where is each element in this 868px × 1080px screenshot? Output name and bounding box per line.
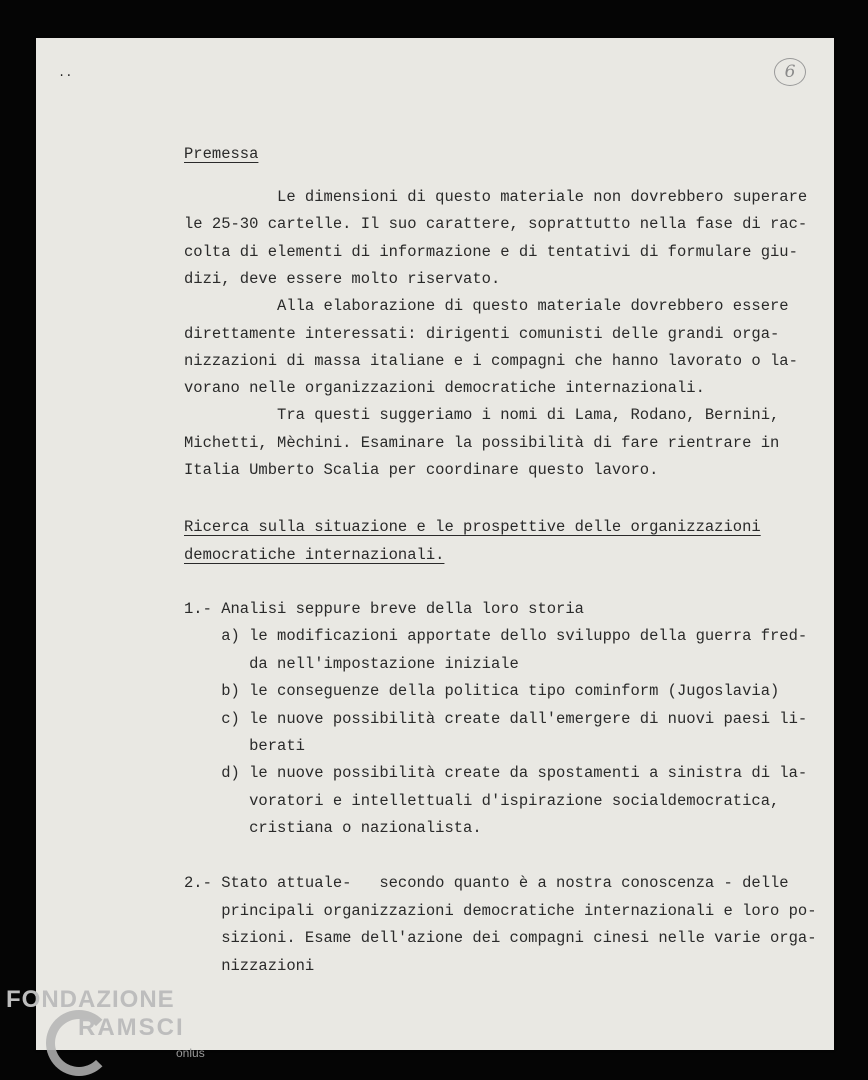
text-line: Tra questi suggeriamo i nomi di Lama, Rodano, Bernini, <box>184 406 780 425</box>
text-line: principali organizzazioni democratiche internazionali e loro po- <box>184 901 817 920</box>
fondazione-gramsci-watermark <box>6 986 256 1076</box>
text-line: Italia Umberto Scalia per coordinare questo lavoro. <box>184 461 659 479</box>
text-line: Michetti, Mèchini. Esaminare la possibilità di fare rientrare in <box>184 433 780 452</box>
text-line: c) le nuove possibilità create dall'emergere di nuovi paesi li- <box>184 709 808 728</box>
text-line: vorano nelle organizzazioni democratiche internazionali. <box>184 379 705 398</box>
watermark-line-2: RAMSCI <box>78 1014 185 1041</box>
text-line: nizzazioni <box>184 956 315 975</box>
text-line: sizioni. Esame dell'azione dei compagni cinesi nelle varie orga- <box>184 929 817 947</box>
text-line: dizi, deve essere molto riservato. <box>184 269 501 288</box>
pen-marks: .. <box>58 66 73 80</box>
watermark-line-1: FONDAZIONE <box>6 986 175 1013</box>
text-line: a) le modificazioni apportate dello sviluppo della guerra fred- <box>184 627 808 646</box>
text-line: 2.- Stato attuale- secondo quanto è a nostra conoscenza - delle <box>184 874 789 892</box>
premessa-heading <box>184 143 259 179</box>
page-title: Premessa <box>184 145 259 163</box>
text-line: cristiana o nazionalista. <box>184 819 482 838</box>
text-line: democratiche internazionali. <box>184 546 445 564</box>
text-line: b) le conseguenze della politica tipo cominform (Jugoslavia) <box>184 682 780 701</box>
text-line: d) le nuove possibilità create da spostamenti a sinistra di la- <box>184 764 808 783</box>
text-line: Alla elaborazione di questo materiale dovrebbero essere <box>184 297 789 316</box>
page-number: 6 <box>774 58 806 86</box>
text-line: voratori e intellettuali d'ispirazione socialdemocratica, <box>184 791 780 810</box>
text-line: Le dimensioni di questo materiale non dovrebbero superare <box>184 188 808 206</box>
text-line: 1.- Analisi seppure breve della loro storia <box>184 600 584 618</box>
text-line: le 25-30 cartelle. Il suo carattere, soprattutto nella fase di rac- <box>184 215 808 234</box>
text-line: direttamente interessati: dirigenti comunisti delle grandi orga- <box>184 324 780 343</box>
text-line: berati <box>184 737 305 755</box>
text-line: Ricerca sulla situazione e le prospettive delle organizzazioni <box>184 518 761 536</box>
watermark-line-3: onlus <box>176 1046 205 1060</box>
text-line: colta di elementi di informazione e di tentativi di formulare giu- <box>184 242 798 261</box>
text-line: da nell'impostazione iniziale <box>184 654 519 673</box>
text-line: nizzazioni di massa italiane e i compagni che hanno lavorato o la- <box>184 351 798 370</box>
